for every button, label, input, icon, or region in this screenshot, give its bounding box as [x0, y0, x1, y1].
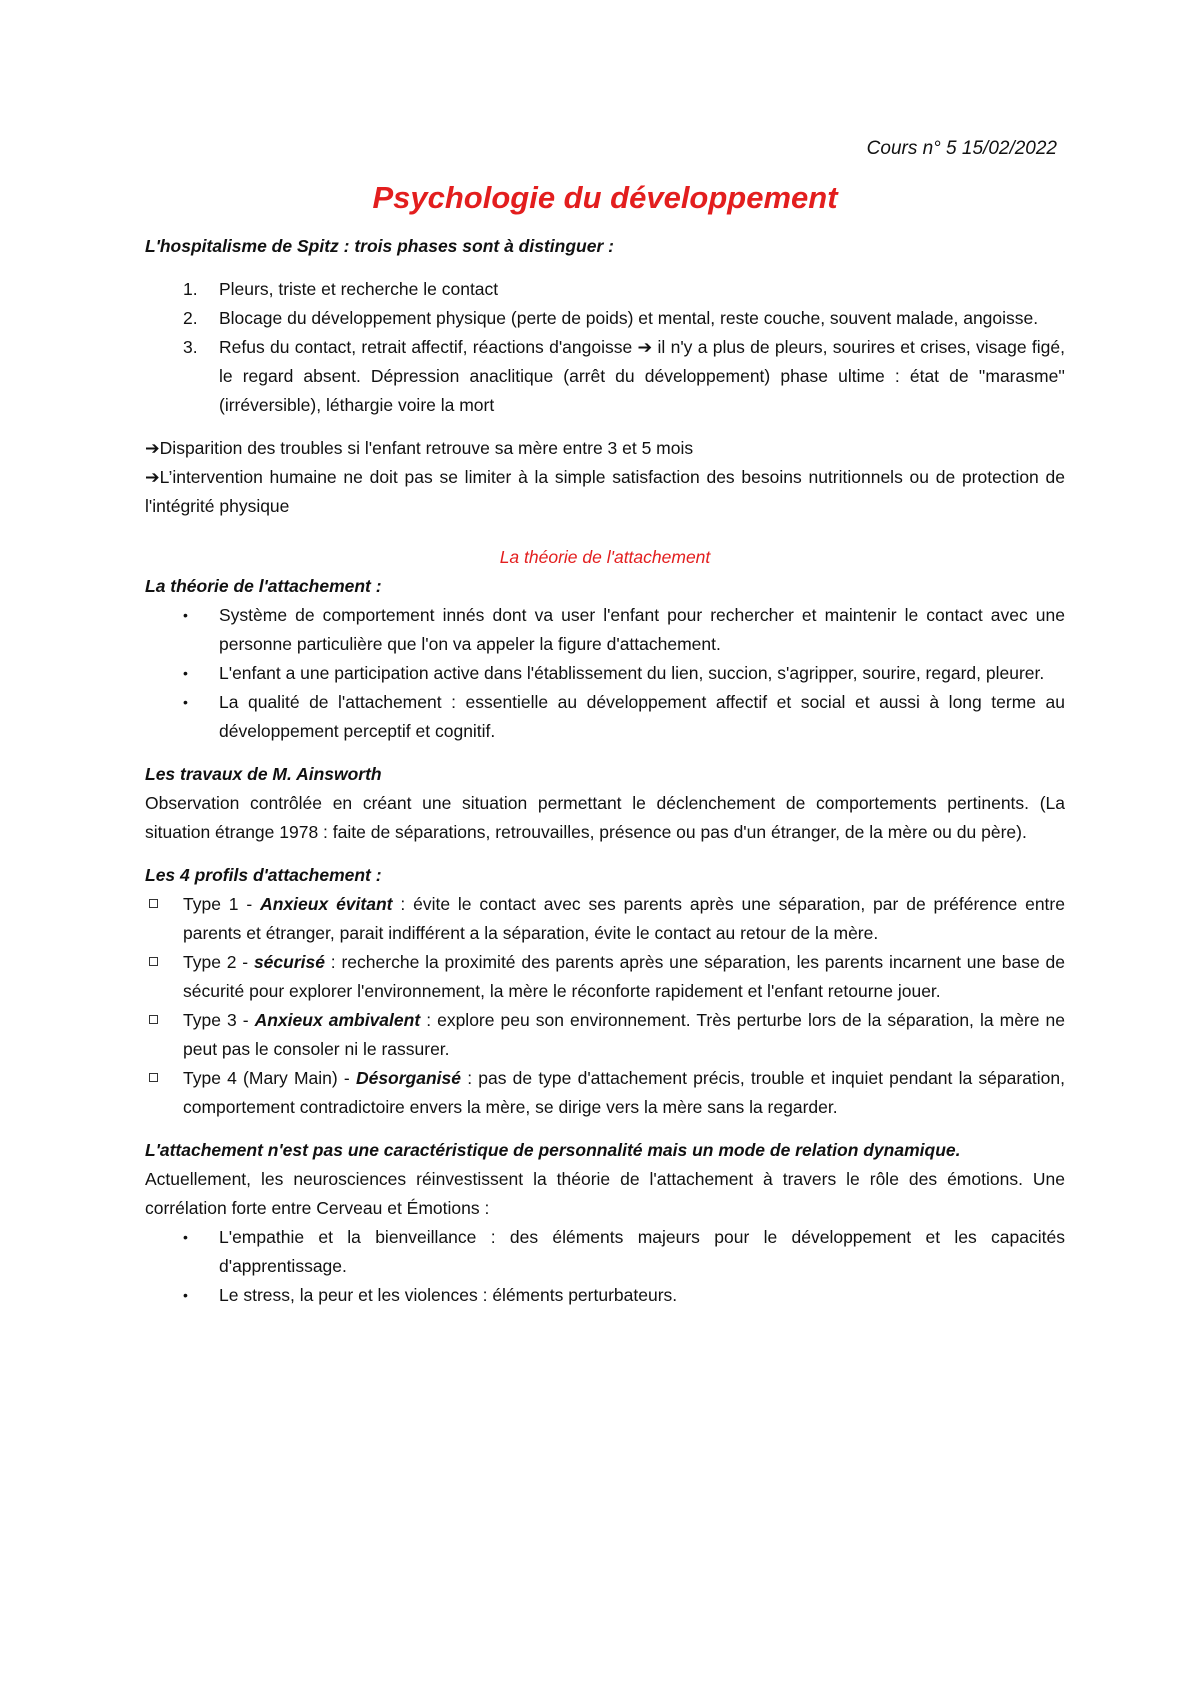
list-item: 2. Blocage du développement physique (perte de poids) et mental, reste couche, souvent malade, angoisse. — [183, 308, 1039, 328]
list-item: 1. Pleurs, triste et recherche le contact — [183, 279, 499, 299]
bullet-icon: • — [183, 1287, 188, 1303]
dynamic-paragraph: Actuellement, les neurosciences réinvestissent la théorie de l'attachement à travers le rôle des émotions. Une corrélation forte entre Cerveau et Émotions : — [145, 1169, 1065, 1218]
list-item: • Système de comportement innés dont va user l'enfant pour rechercher et maintenir le contact avec une personne particulière que l'on va appeler la figure d'attachement. — [145, 601, 1065, 659]
attachment-heading: La théorie de l'attachement : — [145, 576, 382, 596]
list-item: • L'enfant a une participation active dans l'établissement du lien, succion, s'agripper, sourire, regard, pleurer. — [145, 659, 1065, 688]
conclusion-line: ➔L’intervention humaine ne doit pas se limiter à la simple satisfaction des besoins nutritionnels ou de protection de l'intégrité physique — [145, 467, 1065, 516]
course-header: Cours n° 5 15/02/2022 — [866, 138, 1057, 159]
conclusion-line: ➔Disparition des troubles si l'enfant retrouve sa mère entre 3 et 5 mois — [145, 438, 694, 458]
right-arrow-icon: ➔ — [637, 337, 653, 357]
list-item: Type 2 - sécurisé : recherche la proximité des parents après une séparation, les parents incarnent une base de sécurité pour explorer l'environnement, la mère le réconforte rapidement et l'enfant retourne jouer. — [145, 948, 1065, 1006]
profiles-heading: Les 4 profils d'attachement : — [145, 865, 382, 885]
ainsworth-paragraph: Observation contrôlée en créant une situation permettant le déclenchement de comportements pertinents. (La situation étrange 1978 : faite de séparations, retrouvailles, présence ou pas d'un étranger, de la mère ou du père). — [145, 793, 1065, 842]
profiles-list — [145, 890, 1065, 1122]
checkbox-square-icon — [149, 1015, 158, 1024]
spitz-phase-list — [145, 275, 1065, 420]
right-arrow-icon: ➔ — [145, 438, 160, 458]
checkbox-square-icon — [149, 957, 158, 966]
spitz-heading: L'hospitalisme de Spitz : trois phases sont à distinguer : — [145, 236, 614, 256]
checkbox-square-icon — [149, 1073, 158, 1082]
right-arrow-icon: ➔ — [145, 467, 160, 487]
bullet-icon: • — [183, 607, 188, 623]
bullet-icon: • — [183, 1229, 188, 1245]
section-title-attachment: La théorie de l'attachement — [499, 547, 711, 567]
checkbox-square-icon — [149, 899, 158, 908]
list-item: Type 4 (Mary Main) - Désorganisé : pas de type d'attachement précis, trouble et inquiet pendant la séparation, comportement contradictoire envers la mère, se dirige vers la mère sans la regarder. — [145, 1064, 1065, 1122]
bullet-icon: • — [183, 665, 188, 681]
document-content — [145, 134, 1065, 1310]
attachment-bullet-list — [145, 601, 1065, 746]
dynamic-bullet-list — [145, 1223, 1065, 1310]
list-item: • L'empathie et la bienveillance : des éléments majeurs pour le développement et les capacités d'apprentissage. — [145, 1223, 1065, 1281]
list-item: 3. Refus du contact, retrait affectif, réactions d'angoisse ➔ il n'y a plus de pleurs, sourires et crises, visage figé, le regard absent. Dépression anaclitique (arrêt du développement) phase ultime : état de ''marasme'' (irréversible), léthargie voire la mort — [183, 337, 1066, 415]
dynamic-statement: L'attachement n'est pas une caractéristique de personnalité mais un mode de relation dynamique. — [145, 1140, 961, 1160]
list-item: Type 3 - Anxieux ambivalent : explore peu son environnement. Très perturbe lors de la séparation, la mère ne peut pas le consoler ni le rassurer. — [145, 1006, 1065, 1064]
ainsworth-heading: Les travaux de M. Ainsworth — [145, 764, 382, 784]
list-item: Type 1 - Anxieux évitant : évite le contact avec ses parents après une séparation, par de préférence entre parents et étranger, parait indifférent a la séparation, évite le contact au retour de la mère. — [145, 890, 1065, 948]
list-item: • Le stress, la peur et les violences : éléments perturbateurs. — [145, 1281, 1065, 1310]
list-item: • La qualité de l'attachement : essentielle au développement affectif et social et aussi à long terme au développement perceptif et cognitif. — [145, 688, 1065, 746]
bullet-icon: • — [183, 694, 188, 710]
page-title: Psychologie du développement — [372, 180, 838, 215]
